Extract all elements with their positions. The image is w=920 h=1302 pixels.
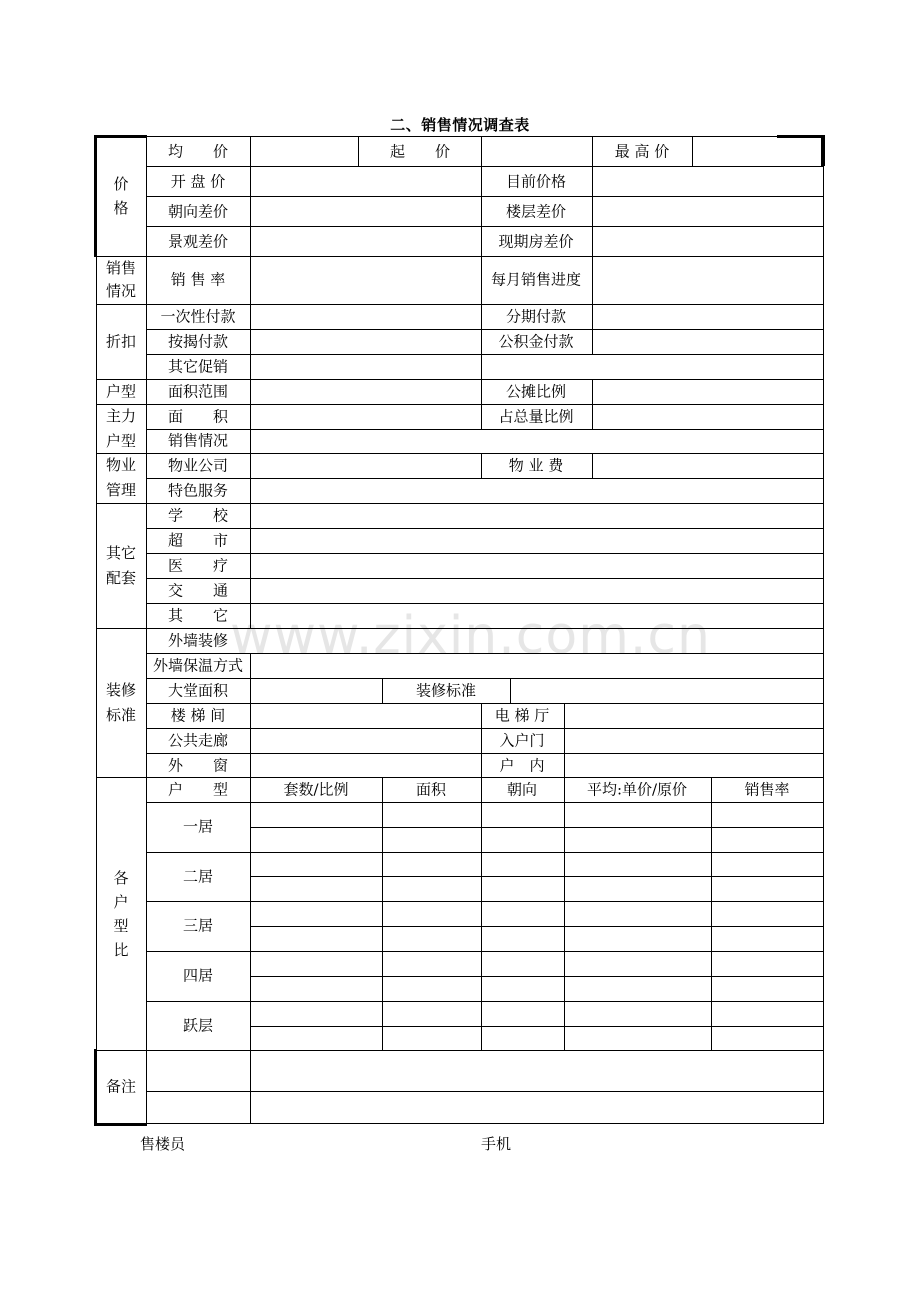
- label-avg-price: 均 价: [167, 142, 229, 161]
- label-property-fee: 物 业 费: [508, 456, 564, 475]
- label-main-sales: 销售情况: [167, 431, 229, 450]
- input-sales-rate[interactable]: [251, 257, 481, 304]
- label-shared-ratio: 公摊比例: [505, 382, 567, 401]
- input-area-range[interactable]: [251, 380, 481, 404]
- input-onetime-payment[interactable]: [251, 305, 481, 329]
- ratio-row-label: 四居: [182, 966, 214, 985]
- group-discount: 折扣: [105, 332, 137, 351]
- input-lobby-area[interactable]: [251, 679, 382, 703]
- input-opening-price[interactable]: [251, 167, 481, 196]
- input-fund-payment[interactable]: [593, 330, 823, 354]
- group-main-unit: 主力户型: [105, 407, 136, 450]
- input-special-service[interactable]: [251, 479, 823, 503]
- group-sales: 销售情况: [105, 259, 136, 300]
- ratio-row-label: 二居: [182, 867, 214, 886]
- label-ready-diff: 现期房差价: [498, 232, 574, 251]
- label-stairwell: 楼 梯 间: [170, 706, 226, 725]
- group-unit-ratio: 各户型比: [113, 869, 129, 959]
- label-traffic: 交 通: [167, 581, 229, 600]
- input-remarks-1[interactable]: [251, 1051, 823, 1091]
- input-entry-door[interactable]: [565, 729, 823, 753]
- label-market: 超 市: [167, 531, 229, 550]
- group-unit-type: 户型: [105, 382, 137, 401]
- ratio-header-orientation: 朝向: [506, 780, 538, 799]
- label-floor-diff: 楼层差价: [505, 202, 567, 221]
- ratio-header-sales-rate: 销售率: [744, 780, 790, 799]
- input-traffic[interactable]: [251, 579, 823, 603]
- label-medical: 医 疗: [167, 556, 229, 575]
- label-exterior-finish: 外墙装修: [167, 631, 229, 650]
- input-view-diff[interactable]: [251, 227, 481, 256]
- input-installment[interactable]: [593, 305, 823, 329]
- page-title: 二、销售情况调查表: [390, 116, 530, 134]
- input-exterior-window[interactable]: [251, 754, 481, 777]
- label-entry-door: 入户门: [499, 731, 545, 750]
- input-floor-diff[interactable]: [593, 197, 823, 226]
- input-main-sales[interactable]: [251, 430, 823, 453]
- label-mortgage: 按揭付款: [167, 332, 229, 351]
- input-shared-ratio[interactable]: [593, 380, 823, 404]
- label-exterior-window: 外 窗: [167, 756, 229, 775]
- input-remarks-2[interactable]: [251, 1092, 823, 1123]
- input-total-ratio[interactable]: [593, 405, 823, 429]
- label-property-company: 物业公司: [167, 456, 229, 475]
- input-insulation[interactable]: [251, 654, 823, 678]
- label-onetime-payment: 一次性付款: [160, 307, 236, 326]
- input-mortgage[interactable]: [251, 330, 481, 354]
- input-property-fee[interactable]: [593, 454, 823, 478]
- label-school: 学 校: [167, 506, 229, 525]
- input-decoration-standard[interactable]: [511, 679, 823, 703]
- ratio-header-unit: 户 型: [167, 780, 229, 799]
- input-avg-price[interactable]: [251, 137, 358, 166]
- label-orientation-diff: 朝向差价: [167, 202, 229, 221]
- group-facilities: 其它配套: [105, 544, 136, 587]
- ratio-row-label: 一居: [182, 817, 214, 836]
- ratio-header-avg-price: 平均:单价/原价: [586, 780, 688, 799]
- label-corridor: 公共走廊: [167, 731, 229, 750]
- input-market[interactable]: [251, 529, 823, 553]
- group-price: 价格: [113, 175, 129, 217]
- input-main-area[interactable]: [251, 405, 481, 429]
- label-start-price: 起 价: [389, 142, 451, 161]
- input-medical[interactable]: [251, 554, 823, 578]
- input-property-company[interactable]: [251, 454, 481, 478]
- input-max-price[interactable]: [693, 137, 821, 166]
- label-decoration-standard: 装修标准: [415, 681, 477, 700]
- input-school[interactable]: [251, 504, 823, 528]
- input-orientation-diff[interactable]: [251, 197, 481, 226]
- input-stairwell[interactable]: [251, 704, 481, 728]
- label-indoor: 户 内: [499, 756, 545, 775]
- label-view-diff: 景观差价: [167, 232, 229, 251]
- input-elevator-hall[interactable]: [565, 704, 823, 728]
- watermark: www.zixin.com.cn: [230, 606, 711, 666]
- group-property: 物业管理: [105, 456, 136, 499]
- input-corridor[interactable]: [251, 729, 481, 753]
- ratio-header-area: 面积: [415, 780, 447, 799]
- input-ready-diff[interactable]: [593, 227, 823, 256]
- input-exterior-finish[interactable]: [251, 629, 823, 653]
- input-start-price[interactable]: [482, 137, 592, 166]
- label-max-price: 最 高 价: [614, 142, 670, 161]
- footer-seller-label: 售楼员: [140, 1135, 186, 1153]
- input-monthly-progress[interactable]: [593, 257, 823, 304]
- label-sales-rate: 销 售 率: [170, 270, 226, 289]
- label-opening-price: 开 盘 价: [170, 172, 226, 191]
- label-main-area: 面 积: [167, 407, 229, 426]
- group-remarks: 备注: [105, 1077, 137, 1096]
- label-monthly-progress: 每月销售进度: [490, 270, 582, 289]
- label-installment: 分期付款: [505, 307, 567, 326]
- label-total-ratio: 占总量比例: [498, 407, 574, 426]
- group-decoration: 装修标准: [105, 681, 136, 724]
- label-special-service: 特色服务: [167, 481, 229, 500]
- label-current-price: 目前价格: [505, 172, 567, 191]
- label-other-facility: 其 它: [167, 606, 229, 625]
- ratio-row-label: 跃层: [182, 1016, 214, 1035]
- label-insulation: 外墙保温方式: [152, 656, 244, 675]
- label-area-range: 面积范围: [167, 382, 229, 401]
- footer-phone-label: 手机: [481, 1135, 512, 1153]
- input-other-promo[interactable]: [251, 355, 823, 379]
- ratio-row-label: 三居: [182, 916, 214, 935]
- label-other-promo: 其它促销: [167, 357, 229, 376]
- label-lobby-area: 大堂面积: [167, 681, 229, 700]
- ratio-header-count: 套数/比例: [283, 780, 349, 799]
- input-indoor[interactable]: [565, 754, 823, 777]
- label-elevator-hall: 电 梯 厅: [494, 706, 550, 725]
- input-current-price[interactable]: [593, 167, 823, 196]
- input-other-facility[interactable]: [251, 604, 823, 628]
- label-fund-payment: 公积金付款: [498, 332, 574, 351]
